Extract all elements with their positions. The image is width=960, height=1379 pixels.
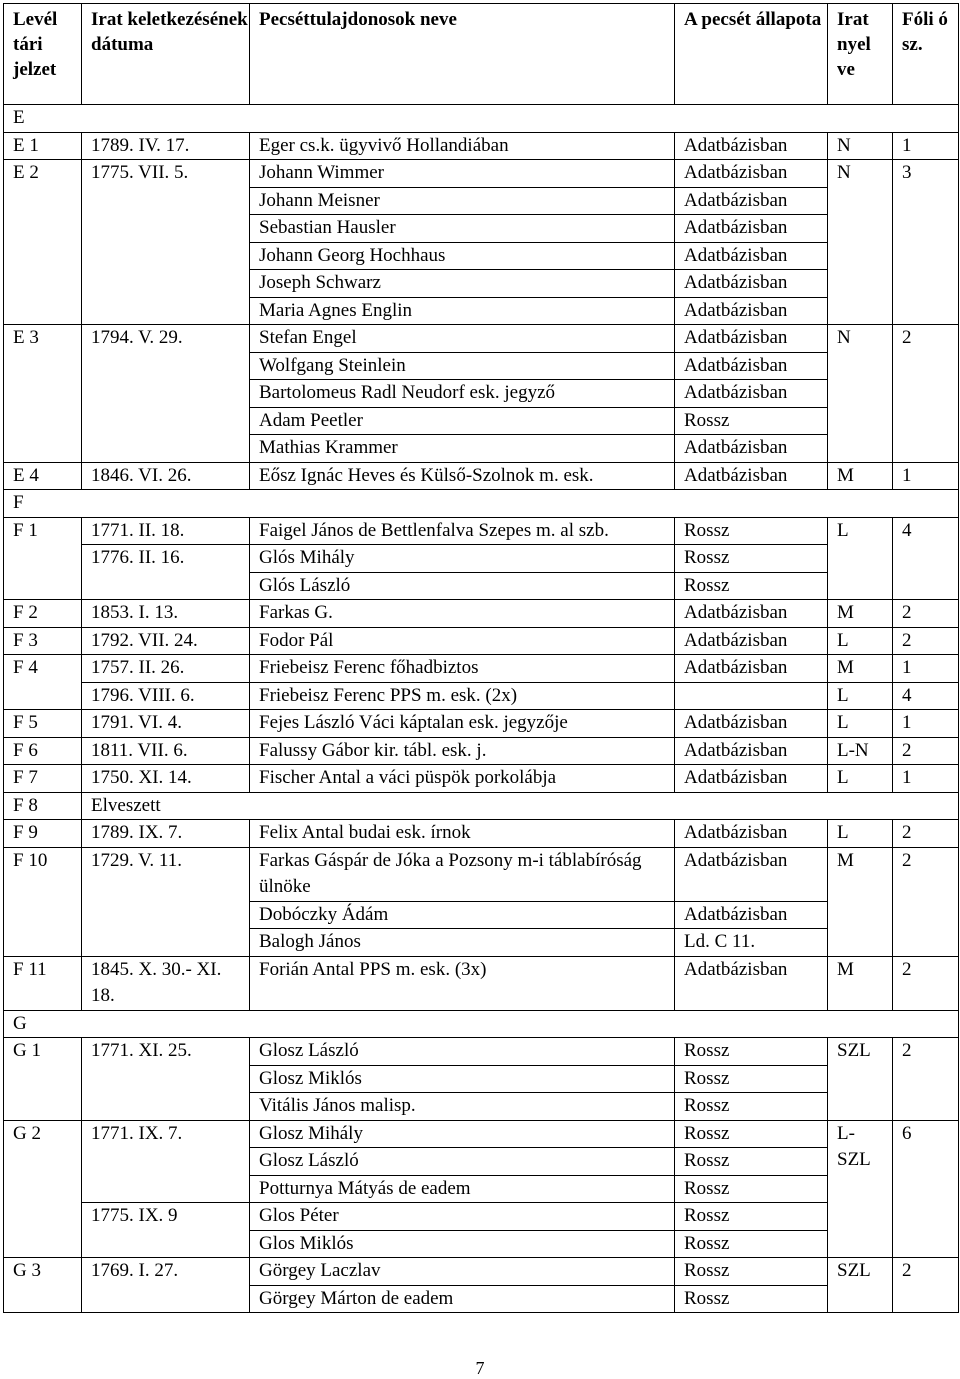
language: L [828,820,893,848]
seal-owner: Friebeisz Ferenc főhadbiztos [250,655,675,683]
letter-id: F 9 [4,820,82,848]
table-header-row [4,4,959,105]
language: N [828,132,893,160]
letter-id: E 1 [4,132,82,160]
language: M [828,847,893,956]
seal-owner: Dobóczky Ádám [250,901,675,929]
header-letter-id: Levél tári jelzet [4,4,82,105]
seal-state: Rossz [675,1258,828,1286]
letter-id: F 7 [4,765,82,793]
seal-owner: Falussy Gábor kir. tábl. esk. j. [250,737,675,765]
seal-state: Adatbázisban [675,380,828,408]
seal-owner: Maria Agnes Englin [250,297,675,325]
seal-state: Adatbázisban [675,435,828,463]
seal-state: Adatbázisban [675,737,828,765]
document-date: 1845. X. 30.- XI. 18. [82,956,250,1010]
table-row [4,1120,959,1148]
seal-owner: Glós László [250,572,675,600]
seal-state: Adatbázisban [675,132,828,160]
folio: 4 [893,682,959,710]
seal-owner: Wolfgang Steinlein [250,352,675,380]
table-row [4,820,959,848]
header-date: Irat keletkezésének dátuma [82,4,250,105]
seal-state: Rossz [675,1203,828,1231]
seal-state: Adatbázisban [675,270,828,298]
header-seal-state: A pecsét állapota [675,4,828,105]
seal-state: Rossz [675,1285,828,1313]
letter-id: F 6 [4,737,82,765]
seal-state: Adatbázisban [675,627,828,655]
table-row [4,1203,959,1231]
seal-owner: Johann Georg Hochhaus [250,242,675,270]
seal-state: Adatbázisban [675,242,828,270]
folio: 1 [893,462,959,490]
seal-state: Rossz [675,1148,828,1176]
seal-owner: Farkas Gáspár de Jóka a Pozsony m-i táblabíróság ülnöke [250,847,675,901]
seal-owner: Glosz László [250,1148,675,1176]
seal-state: Ld. C 11. [675,929,828,957]
letter-id: F 4 [4,655,82,710]
table-row [4,545,959,573]
seal-owner: Faigel János de Bettlenfalva Szepes m. al szb. [250,517,675,545]
seal-state: Adatbázisban [675,462,828,490]
table-row [4,325,959,353]
seal-owner: Johann Wimmer [250,160,675,188]
document-date: 1750. XI. 14. [82,765,250,793]
lost-note: Elveszett [82,792,959,820]
document-date: 1796. VIII. 6. [82,682,250,710]
document-date: 1771. XI. 25. [82,1038,250,1121]
language: L [828,710,893,738]
seal-owner: Sebastian Hausler [250,215,675,243]
language: L [828,682,893,710]
seal-owner: Vitális János malisp. [250,1093,675,1121]
seal-state: Adatbázisban [675,160,828,188]
language: M [828,462,893,490]
table-row [4,682,959,710]
seal-state: Rossz [675,572,828,600]
document-date: 1789. IX. 7. [82,820,250,848]
seal-owner: Farkas G. [250,600,675,628]
letter-id: F 8 [4,792,82,820]
document-date: 1775. IX. 9 [82,1203,250,1258]
language: SZL [828,1258,893,1313]
letter-id: E 3 [4,325,82,463]
page-number: 7 [475,1358,485,1378]
folio: 1 [893,132,959,160]
seal-state: Adatbázisban [675,710,828,738]
letter-id: F 10 [4,847,82,956]
seal-owner: Eősz Ignác Heves és Külső-Szolnok m. esk. [250,462,675,490]
seal-state: Adatbázisban [675,820,828,848]
document-date: 1771. IX. 7. [82,1120,250,1203]
seal-state: Adatbázisban [675,297,828,325]
seal-owner: Felix Antal budai esk. írnok [250,820,675,848]
table-row [4,956,959,1010]
table-row [4,792,959,820]
header-folio: Fóli ó sz. [893,4,959,105]
seal-owner: Potturnya Mátyás de eadem [250,1175,675,1203]
document-date: 1846. VI. 26. [82,462,250,490]
folio: 1 [893,655,959,683]
document-date: 1811. VII. 6. [82,737,250,765]
letter-id: E 4 [4,462,82,490]
document-date: 1789. IV. 17. [82,132,250,160]
seal-owner: Eger cs.k. ügyvivő Hollandiában [250,132,675,160]
section-heading: G [4,1010,959,1038]
folio: 2 [893,956,959,1010]
seal-owner: Glos Péter [250,1203,675,1231]
seal-state: Adatbázisban [675,655,828,683]
language: N [828,160,893,325]
header-seal-owners: Pecséttulajdonosok neve [250,4,675,105]
seal-state: Rossz [675,1065,828,1093]
document-date: 1794. V. 29. [82,325,250,463]
document-date: 1729. V. 11. [82,847,250,956]
seal-state: Adatbázisban [675,352,828,380]
folio: 1 [893,710,959,738]
document-date: 1792. VII. 24. [82,627,250,655]
table-row [4,1038,959,1066]
letter-id: G 3 [4,1258,82,1313]
language: L [828,627,893,655]
seal-state: Adatbázisban [675,325,828,353]
seal-owner: Bartolomeus Radl Neudorf esk. jegyző [250,380,675,408]
letter-id: E 2 [4,160,82,325]
document-date: 1853. I. 13. [82,600,250,628]
seal-state: Rossz [675,1230,828,1258]
seal-owner: Johann Meisner [250,187,675,215]
letter-id: G 2 [4,1120,82,1258]
table-row [4,655,959,683]
folio: 1 [893,765,959,793]
table-row [4,600,959,628]
language: L [828,765,893,793]
folio: 2 [893,600,959,628]
seal-register-table [3,3,959,1313]
letter-id: F 1 [4,517,82,600]
seal-owner: Fejes László Váci káptalan esk. jegyzője [250,710,675,738]
table-row [4,847,959,901]
seal-owner: Glosz Mihály [250,1120,675,1148]
section-heading: E [4,105,959,133]
header-language: Irat nyel ve [828,4,893,105]
folio: 4 [893,517,959,600]
document-date: 1771. II. 18. [82,517,250,545]
seal-owner: Fodor Pál [250,627,675,655]
table-row [4,462,959,490]
seal-owner: Görgey Márton de eadem [250,1285,675,1313]
language: SZL [828,1038,893,1121]
seal-state: Rossz [675,1038,828,1066]
table-row [4,517,959,545]
section-row-e [4,105,959,133]
table-row [4,132,959,160]
document-date: 1775. VII. 5. [82,160,250,325]
seal-state: Rossz [675,1175,828,1203]
language: M [828,655,893,683]
folio: 3 [893,160,959,325]
seal-state: Adatbázisban [675,847,828,901]
section-row-g [4,1010,959,1038]
seal-owner: Joseph Schwarz [250,270,675,298]
seal-state: Rossz [675,545,828,573]
seal-state: Rossz [675,517,828,545]
seal-owner: Forián Antal PPS m. esk. (3x) [250,956,675,1010]
seal-state: Adatbázisban [675,600,828,628]
seal-owner: Görgey Laczlav [250,1258,675,1286]
seal-owner: Mathias Krammer [250,435,675,463]
seal-owner: Balogh János [250,929,675,957]
section-row-f [4,490,959,518]
document-date: 1791. VI. 4. [82,710,250,738]
seal-state [675,682,828,710]
folio: 6 [893,1120,959,1258]
folio: 2 [893,847,959,956]
seal-owner: Glosz Miklós [250,1065,675,1093]
letter-id: F 3 [4,627,82,655]
table-row [4,627,959,655]
language: M [828,956,893,1010]
section-heading: F [4,490,959,518]
seal-state: Adatbázisban [675,956,828,1010]
table-row [4,160,959,188]
letter-id: F 5 [4,710,82,738]
folio: 2 [893,1038,959,1121]
table-row [4,710,959,738]
seal-owner: Glós Mihály [250,545,675,573]
folio: 2 [893,820,959,848]
seal-state: Adatbázisban [675,765,828,793]
seal-state: Adatbázisban [675,187,828,215]
seal-state: Adatbázisban [675,901,828,929]
seal-owner: Adam Peetler [250,407,675,435]
document-date: 1757. II. 26. [82,655,250,683]
language: L- SZL [828,1120,893,1258]
letter-id: F 11 [4,956,82,1010]
seal-owner: Stefan Engel [250,325,675,353]
letter-id: G 1 [4,1038,82,1121]
document-date: 1769. I. 27. [82,1258,250,1313]
document-date: 1776. II. 16. [82,545,250,600]
letter-id: F 2 [4,600,82,628]
seal-state: Rossz [675,1120,828,1148]
folio: 2 [893,737,959,765]
seal-state: Rossz [675,1093,828,1121]
seal-owner: Friebeisz Ferenc PPS m. esk. (2x) [250,682,675,710]
table-row [4,737,959,765]
table-row [4,765,959,793]
folio: 2 [893,325,959,463]
language: N [828,325,893,463]
language: M [828,600,893,628]
language: L [828,517,893,600]
table-row [4,1258,959,1286]
seal-owner: Glosz László [250,1038,675,1066]
folio: 2 [893,1258,959,1313]
language: L-N [828,737,893,765]
seal-state: Adatbázisban [675,215,828,243]
folio: 2 [893,627,959,655]
seal-owner: Fischer Antal a váci püspök porkolábja [250,765,675,793]
seal-owner: Glos Miklós [250,1230,675,1258]
seal-state: Rossz [675,407,828,435]
